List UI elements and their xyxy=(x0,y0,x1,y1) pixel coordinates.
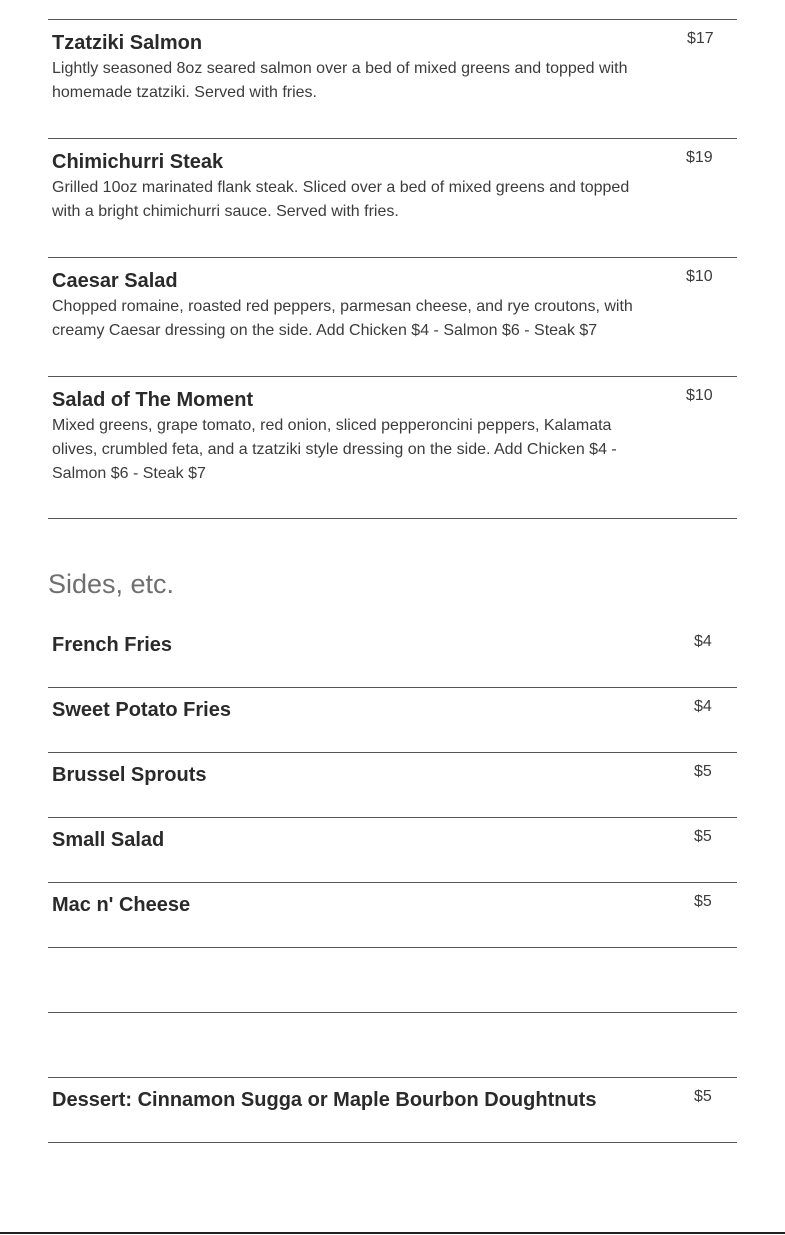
dessert-item-name: Dessert: Cinnamon Sugga or Maple Bourbon Doughtnuts xyxy=(52,1089,597,1111)
divider xyxy=(48,817,737,818)
side-item-name: Brussel Sprouts xyxy=(52,764,207,786)
menu-item-name: Tzatziki Salmon xyxy=(52,32,203,54)
divider xyxy=(48,947,737,948)
divider xyxy=(48,1142,737,1143)
side-item-name: Sweet Potato Fries xyxy=(52,699,231,721)
side-item-price: $4 xyxy=(694,633,712,650)
divider xyxy=(48,257,737,258)
side-item-name: French Fries xyxy=(52,634,173,656)
side-item-price: $4 xyxy=(694,698,712,715)
divider xyxy=(48,882,737,883)
section-heading-sides: Sides, etc. xyxy=(48,569,175,599)
side-item-price: $5 xyxy=(694,828,712,845)
side-item-name: Mac n' Cheese xyxy=(52,894,191,916)
menu-item-price: $17 xyxy=(687,30,714,47)
divider xyxy=(48,1012,737,1013)
menu-item-price: $10 xyxy=(686,387,713,404)
dessert-item-price: $5 xyxy=(694,1088,712,1105)
side-item-name: Small Salad xyxy=(52,829,165,851)
divider xyxy=(48,138,737,139)
divider xyxy=(48,687,737,688)
side-item-price: $5 xyxy=(694,893,712,910)
divider xyxy=(48,518,737,519)
page-bottom-rule xyxy=(0,1232,785,1234)
menu-item-description: Chopped romaine, roasted red peppers, parmesan cheese, and rye croutons, with creamy Caesar dressing on the side. Add Chicken $4 - Salmon $6 - Steak $7 xyxy=(52,298,633,339)
menu-item-price: $19 xyxy=(686,149,713,166)
menu-item-name: Caesar Salad xyxy=(52,270,178,292)
divider xyxy=(48,376,737,377)
menu-item-description: Grilled 10oz marinated flank steak. Sliced over a bed of mixed greens and topped with a bright chimichurri sauce. Served with fries. xyxy=(52,179,630,220)
menu-item-price: $10 xyxy=(686,268,713,285)
divider xyxy=(48,19,737,20)
menu-item-name: Salad of The Moment xyxy=(52,389,254,411)
menu-item-description: Mixed greens, grape tomato, red onion, sliced pepperoncini peppers, Kalamata olives, crumbled feta, and a tzatziki style dressing on the side. Add Chicken $4 - Salmon $6 - Steak $7 xyxy=(52,417,617,482)
divider xyxy=(48,752,737,753)
side-item-price: $5 xyxy=(694,763,712,780)
divider xyxy=(48,1077,737,1078)
menu-item-description: Lightly seasoned 8oz seared salmon over a bed of mixed greens and topped with homemade tzatziki. Served with fries. xyxy=(52,60,628,101)
menu-item-name: Chimichurri Steak xyxy=(52,151,224,173)
